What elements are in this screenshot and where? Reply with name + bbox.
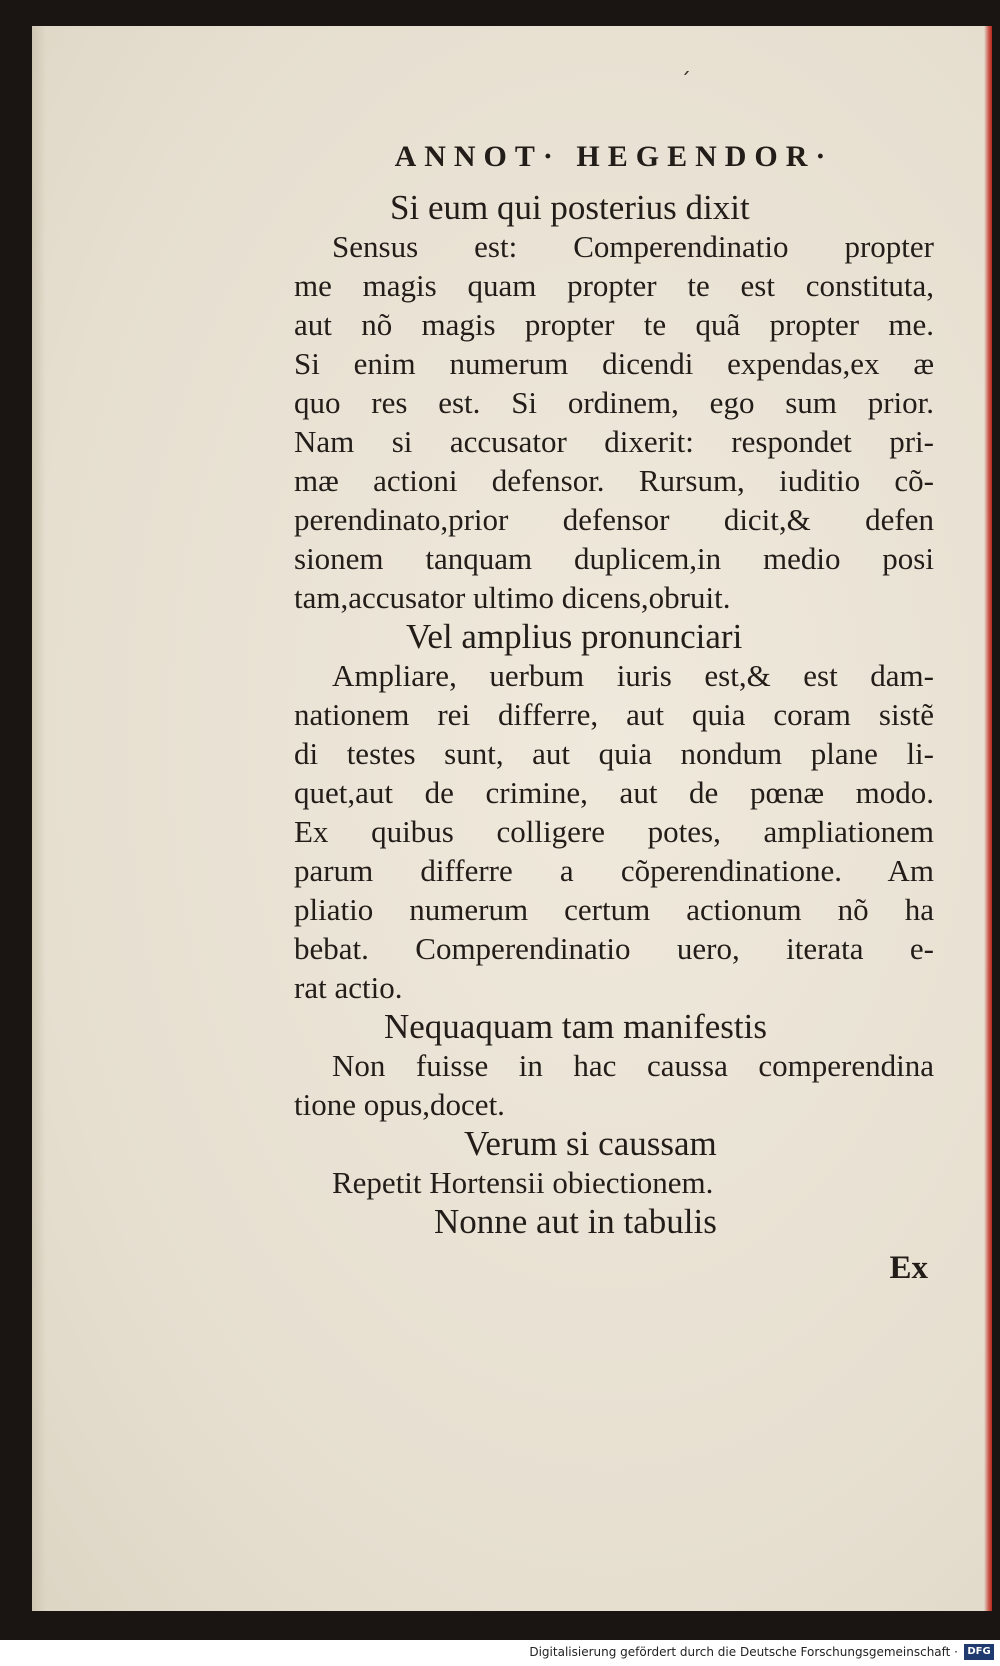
text-line: Repetit Hortensii obiectionem. bbox=[332, 1165, 714, 1200]
lemma-heading: Si eum qui posterius dixit bbox=[390, 188, 750, 227]
text-line: nationem rei differre, aut quia coram sistẽ bbox=[294, 697, 934, 732]
dfg-logo: DFG bbox=[964, 1644, 994, 1660]
text-line: me magis quam propter te est constituta, bbox=[294, 268, 934, 303]
text-line: tam,accusator ultimo dicens,obruit. bbox=[294, 580, 731, 615]
text-line: rat actio. bbox=[294, 970, 403, 1005]
lemma-heading: Nonne aut in tabulis bbox=[434, 1202, 717, 1241]
text-line: perendinato,prior defensor dicit,& defen bbox=[294, 502, 934, 537]
text-line: mæ actioni defensor. Rursum, iuditio cõ- bbox=[294, 463, 934, 498]
text-line: Ex quibus colligere potes, ampliationem bbox=[294, 814, 934, 849]
ink-speck: ˊ bbox=[680, 70, 691, 95]
lemma-heading: Vel amplius pronunciari bbox=[406, 617, 743, 656]
page-red-edge bbox=[984, 26, 992, 1611]
text-line: Non fuisse in hac caussa comperendina bbox=[332, 1048, 934, 1083]
lemma-heading: Nequaquam tam manifestis bbox=[384, 1007, 767, 1046]
book-page bbox=[32, 26, 992, 1611]
lemma-heading: Verum si caussam bbox=[464, 1124, 717, 1163]
text-line: quet,aut de crimine, aut de pœnæ modo. bbox=[294, 775, 934, 810]
digitization-footer bbox=[0, 1640, 1000, 1666]
text-line: di testes sunt, aut quia nondum plane li- bbox=[294, 736, 934, 771]
text-line: bebat. Comperendinatio uero, iterata e- bbox=[294, 931, 934, 966]
text-line: parum differre a cõperendinatione. Am bbox=[294, 853, 934, 888]
text-line: pliatio numerum certum actionum nõ ha bbox=[294, 892, 934, 927]
catchword: Ex bbox=[889, 1250, 928, 1286]
text-line: Ampliare, uerbum iuris est,& est dam- bbox=[332, 658, 934, 693]
text-block bbox=[294, 130, 934, 1288]
text-line: Si enim numerum dicendi expendas,ex æ bbox=[294, 346, 934, 381]
text-line: Sensus est: Comperendinatio propter bbox=[332, 229, 934, 264]
text-line: sionem tanquam duplicem,in medio posi bbox=[294, 541, 934, 576]
text-line: Nam si accusator dixerit: respondet pri- bbox=[294, 424, 934, 459]
page-gutter-shadow bbox=[32, 26, 46, 1611]
text-line: quo res est. Si ordinem, ego sum prior. bbox=[294, 385, 934, 420]
text-line: tione opus,docet. bbox=[294, 1087, 505, 1122]
text-line: aut nõ magis propter te quã propter me. bbox=[294, 307, 934, 342]
running-head: ANNOT· HEGENDOR· bbox=[394, 140, 834, 173]
footer-credit-text: Digitalisierung gefördert durch die Deutsche Forschungsgemeinschaft · bbox=[529, 1645, 958, 1659]
